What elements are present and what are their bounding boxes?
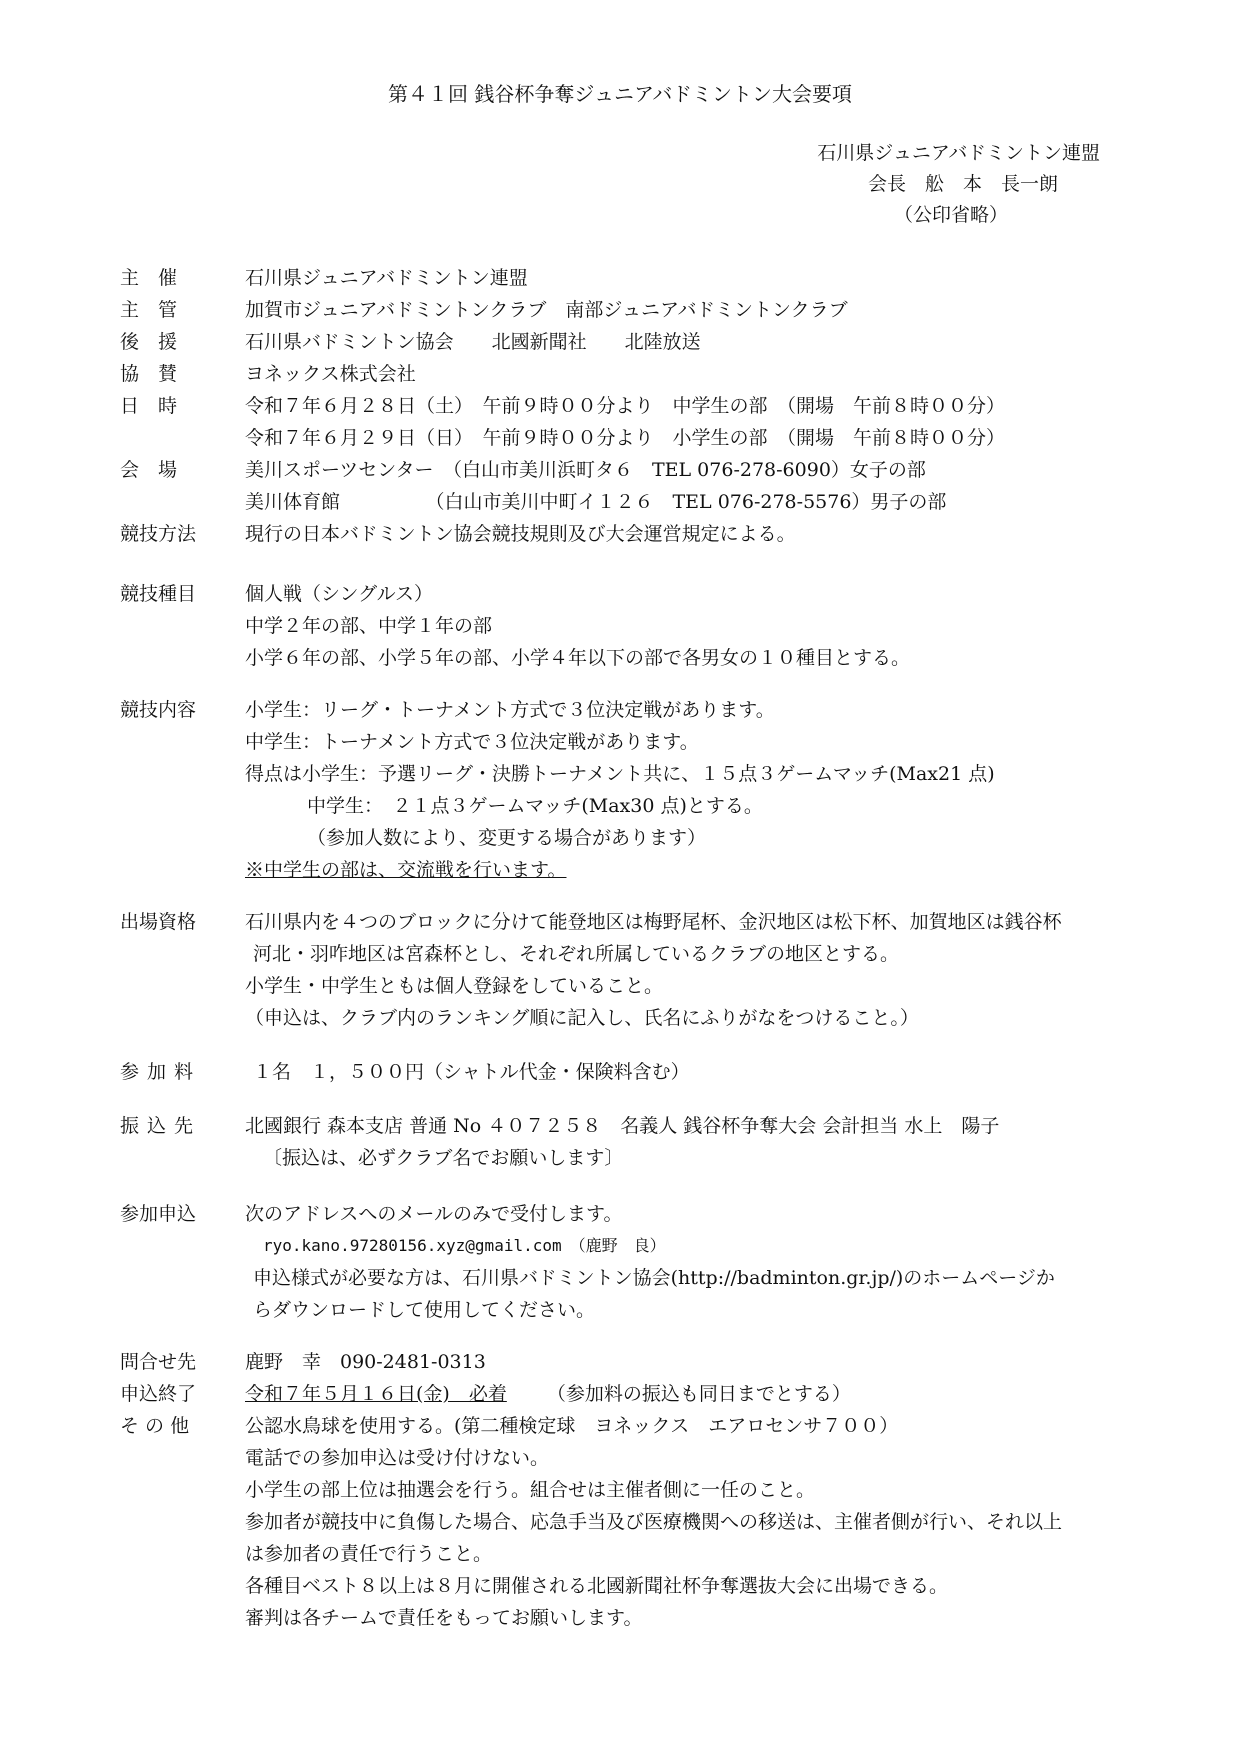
manage-value: 加賀市ジュニアバドミントンクラブ 南部ジュニアバドミントンクラブ: [245, 299, 848, 321]
other-line-5: は参加者の責任で行うこと。: [245, 1543, 493, 1565]
fee-block: [120, 1056, 1150, 1088]
events-line-3: 小学６年の部、小学５年の部、小学４年以下の部で各男女の１０種目とする。: [245, 647, 911, 669]
info-block-1: [120, 262, 1150, 550]
apply-block: [120, 1198, 1150, 1326]
events-block: [120, 578, 1150, 674]
deadline-value: 令和７年５月１６日(金) 必着: [245, 1383, 507, 1405]
other-line-1: 公認水鳥球を使用する。(第二種検定球 ヨネックス エアロセンサ７００）: [245, 1415, 899, 1437]
support-value: 石川県バドミントン協会 北國新聞社 北陸放送: [245, 331, 701, 353]
fee-value: １名 １，５００円（シャトル代金・保険料含む）: [253, 1061, 690, 1083]
manage-label: 主 管: [120, 299, 178, 321]
method-row: [120, 518, 1150, 550]
transfer-block: [120, 1110, 1150, 1174]
events-line-2: 中学２年の部、中学１年の部: [245, 615, 493, 637]
date-label: 日 時: [120, 395, 178, 417]
seal-note: （公印省略）: [893, 204, 1008, 226]
events-line-1: 個人戦（シングルス）: [245, 583, 434, 605]
content-line-5: （参加人数により、変更する場合があります）: [307, 827, 707, 849]
other-label: そ の 他: [120, 1415, 190, 1437]
sponsor-label: 協 賛: [120, 363, 178, 385]
host-value: 石川県ジュニアバドミントン連盟: [245, 267, 528, 289]
date-value-1: 令和７年６月２８日（土） 午前９時００分より 中学生の部 （開場 午前８時００分）: [245, 395, 1006, 417]
support-label: 後 援: [120, 331, 178, 353]
content-line-4: 中学生： ２１点３ゲームマッチ(Max30 点)とする。: [307, 795, 763, 817]
other-line-2: 電話での参加申込は受け付けない。: [245, 1447, 550, 1469]
elig-line-4: （申込は、クラブ内のランキング順に記入し、氏名にふりがなをつけること。）: [245, 1007, 919, 1029]
elig-line-1: 石川県内を４つのブロックに分けて能登地区は梅野尾杯、金沢地区は松下杯、加賀地区は銭谷杯: [245, 911, 1062, 933]
venue-row: [120, 454, 1150, 486]
deadline-label: 申込終了: [120, 1383, 197, 1405]
host-label: 主 催: [120, 267, 178, 289]
events-label: 競技種目: [120, 583, 197, 605]
venue-value-1: 美川スポーツセンター （白山市美川浜町タ６ TEL 076-278-6090）女子の部: [245, 459, 926, 481]
content-line-2: 中学生：トーナメント方式で３位決定戦があります。: [245, 731, 699, 753]
closing-block: [120, 1346, 1150, 1634]
apply-line-3: 申込様式が必要な方は、石川県バドミントン協会(http://badminton.gr.jp/)のホームページか: [253, 1267, 1055, 1289]
contact-value: 鹿野 幸 090-2481-0313: [245, 1351, 486, 1373]
transfer-label: 振込先: [120, 1115, 202, 1137]
other-line-4: 参加者が競技中に負傷した場合、応急手当及び医療機関への移送は、主催者側が行い、それ以上: [245, 1511, 1063, 1533]
other-line-7: 審判は各チームで責任をもってお願いします。: [245, 1607, 643, 1629]
elig-line-2: 河北・羽咋地区は宮森杯とし、それぞれ所属しているクラブの地区とする。: [253, 943, 900, 965]
venue-label: 会 場: [120, 459, 178, 481]
apply-line-4: らダウンロードして使用してください。: [253, 1299, 596, 1321]
content-line-1: 小学生：リーグ・トーナメント方式で３位決定戦があります。: [245, 699, 775, 721]
organizer-name: 石川県ジュニアバドミントン連盟: [817, 142, 1100, 164]
other-line-6: 各種目ベスト８以上は８月に開催される北國新聞社杯争奪選抜大会に出場できる。: [245, 1575, 949, 1597]
venue-row-2: [120, 486, 1150, 518]
venue-value-2: 美川体育館 （白山市美川中町イ１２６ TEL 076-278-5576）男子の部: [245, 491, 947, 513]
apply-email: ryo.kano.97280156.xyz@gmail.com （鹿野 良）: [263, 1236, 666, 1255]
method-value: 現行の日本バドミントン協会競技規則及び大会運営規定による。: [245, 523, 796, 545]
sponsor-row: [120, 358, 1150, 390]
apply-line-1: 次のアドレスへのメールのみで受付します。: [245, 1203, 623, 1225]
method-label: 競技方法: [120, 523, 197, 545]
deadline-note: （参加料の振込も同日までとする）: [546, 1383, 851, 1405]
apply-label: 参加申込: [120, 1203, 197, 1225]
date-row: [120, 390, 1150, 422]
host-row: [120, 262, 1150, 294]
content-label: 競技内容: [120, 699, 197, 721]
contact-label: 問合せ先: [120, 1351, 197, 1373]
other-line-3: 小学生の部上位は抽選会を行う。組合せは主催者側に一任のこと。: [245, 1479, 816, 1501]
date-row-2: [120, 422, 1150, 454]
document-title: 第４１回 銭谷杯争奪ジュニアバドミントン大会要項: [388, 82, 852, 106]
elig-line-3: 小学生・中学生ともは個人登録をしていること。: [245, 975, 664, 997]
support-row: [120, 326, 1150, 358]
organizer-block: [817, 138, 1100, 231]
eligibility-label: 出場資格: [120, 911, 197, 933]
sponsor-value: ヨネックス株式会社: [245, 363, 416, 385]
eligibility-block: [120, 906, 1150, 1034]
content-line-3: 得点は小学生：予選リーグ・決勝トーナメント共に、１５点３ゲームマッチ(Max21 点): [245, 763, 995, 785]
transfer-line-2: 〔振込は、必ずクラブ名でお願いします〕: [263, 1147, 624, 1169]
content-block: [120, 694, 1150, 886]
manage-row: [120, 294, 1150, 326]
organizer-president: 会長 舩 本 長一朗: [867, 173, 1058, 195]
fee-label: 参加料: [120, 1061, 202, 1083]
date-value-2: 令和７年６月２９日（日） 午前９時００分より 小学生の部 （開場 午前８時００分）: [245, 427, 1006, 449]
transfer-line-1: 北國銀行 森本支店 普通 No ４０７２５８ 名義人 銭谷杯争奪大会 会計担当 水上 陽子: [245, 1115, 1000, 1137]
content-line-6: ※中学生の部は、交流戦を行います。: [245, 859, 567, 881]
